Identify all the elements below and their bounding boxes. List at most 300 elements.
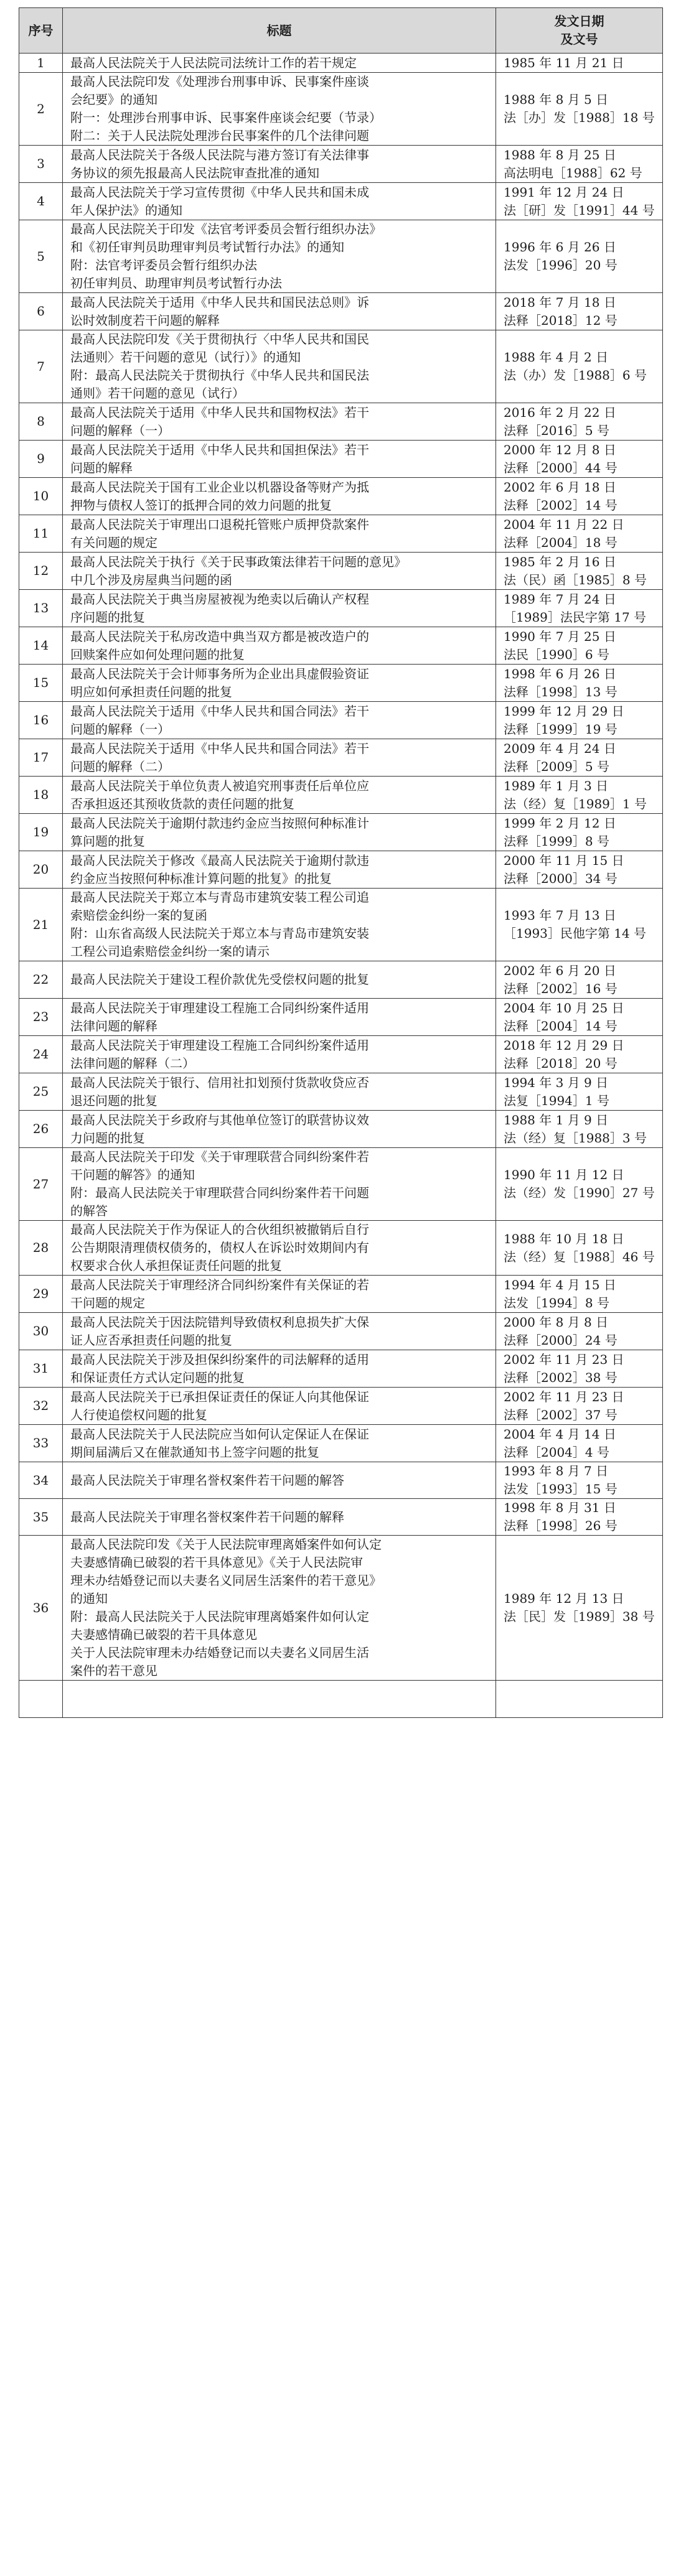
document-number: 高法明电［1988］62 号 [504,165,642,180]
document-number: 法释［2004］4 号 [504,1444,609,1460]
table-row [19,1499,663,1536]
row-title [63,739,496,777]
row-title [63,146,496,183]
title-line: 理未办结婚登记而以夫妻名义同居生活案件的若干意见》 [70,1573,382,1588]
table-row [19,889,663,961]
table-row [19,1036,663,1073]
row-title [63,999,496,1036]
table-row [19,330,663,403]
document-number: 法（民）函［1985］8 号 [504,572,647,587]
row-date-and-number [496,590,663,627]
row-title [63,590,496,627]
row-title [63,702,496,739]
table-row [19,1681,663,1718]
row-title [63,183,496,220]
title-line: 算问题的批复 [70,833,145,849]
table-row [19,1221,663,1276]
document-number: 法释［1998］26 号 [504,1518,618,1533]
issue-date: 2000 年 12 月 8 日 [504,442,616,457]
row-date-and-number [496,293,663,330]
row-number: 23 [19,999,63,1036]
document-number: 法释［1999］8 号 [504,833,609,849]
title-line: 法律问题的解释 [70,1018,157,1034]
row-title [63,851,496,889]
issue-date: 2002 年 11 月 23 日 [504,1351,624,1367]
issue-date: 1985 年 11 月 21 日 [504,55,624,70]
title-line: 最高人民法院关于涉及担保纠纷案件的司法解释的适用 [70,1351,369,1367]
table-row [19,183,663,220]
title-line: 附二：关于人民法院处理涉台民事案件的几个法律问题 [70,128,369,143]
row-date-and-number [496,146,663,183]
title-line: 附：最高人民法院关于贯彻执行《中华人民共和国民法 [70,368,369,383]
table-row [19,961,663,999]
row-title [63,73,496,146]
document-number: 法复［1994］1 号 [504,1093,609,1108]
row-number: 18 [19,777,63,814]
row-number: 6 [19,293,63,330]
document-number: ［1989］法民字第 17 号 [504,609,647,625]
title-line: 退还问题的批复 [70,1093,157,1108]
document-number: 法发［1994］8 号 [504,1295,609,1310]
document-number: 法释［2018］12 号 [504,312,618,328]
title-line: 回赎案件应如何处理问题的批复 [70,646,245,662]
table-row [19,553,663,590]
row-number: 35 [19,1499,63,1536]
title-line: 最高人民法院印发《处理涉台刑事申诉、民事案件座谈 [70,74,369,89]
title-line: 法律问题的解释（二） [70,1055,195,1071]
row-date-and-number [496,814,663,851]
table-row [19,515,663,553]
row-date-and-number [496,1388,663,1425]
row-title [63,478,496,515]
row-number: 12 [19,553,63,590]
table-row [19,146,663,183]
row-number: 22 [19,961,63,999]
title-line: 最高人民法院关于审理经济合同纠纷案件有关保证的若 [70,1277,369,1292]
row-date-and-number [496,1276,663,1313]
document-number: 法释［2000］34 号 [504,870,618,886]
row-date-and-number [496,403,663,441]
table-row [19,590,663,627]
table-row [19,478,663,515]
row-date-and-number [496,1148,663,1221]
title-line: 最高人民法院关于适用《中华人民共和国合同法》若干 [70,703,369,719]
title-line: 最高人民法院关于适用《中华人民共和国物权法》若干 [70,404,369,420]
issue-date: 2004 年 4 月 14 日 [504,1426,616,1442]
document-number: 法释［2002］16 号 [504,981,618,996]
document-number: 法［办］发［1988］18 号 [504,110,655,125]
title-line: 问题的解释（二） [70,758,170,774]
title-line: 否承担返还其预收货款的责任问题的批复 [70,796,294,811]
row-title [63,1276,496,1313]
row-title [63,553,496,590]
document-number: 法释［2000］24 号 [504,1332,618,1348]
document-number: 法释［1998］13 号 [504,684,618,699]
table-row [19,777,663,814]
column-header-date [496,8,663,54]
row-title [63,1388,496,1425]
issue-date: 1994 年 3 月 9 日 [504,1075,609,1090]
row-date-and-number [496,73,663,146]
row-date-and-number [496,851,663,889]
row-date-and-number [496,1313,663,1350]
issue-date: 1991 年 12 月 24 日 [504,184,624,200]
title-line: 最高人民法院关于人民法院应当如何认定保证人在保证 [70,1426,369,1442]
column-header-no: 序号 [19,8,63,54]
title-line: 干问题的解答》的通知 [70,1167,195,1182]
row-date-and-number [496,1221,663,1276]
column-header-title: 标题 [63,8,496,54]
document-number: 法［民］发［1989］38 号 [504,1609,655,1624]
row-date-and-number [496,1036,663,1073]
row-number: 17 [19,739,63,777]
row-date-and-number [496,515,663,553]
issue-date: 1990 年 11 月 12 日 [504,1167,624,1182]
row-date-and-number [496,1350,663,1388]
title-line: 约金应当按照何种标准计算问题的批复》的批复 [70,870,332,886]
title-line: 押物与债权人签订的抵押合同的效力问题的批复 [70,497,332,513]
issue-date: 1990 年 7 月 25 日 [504,628,616,644]
title-line: 的解答 [70,1203,108,1218]
title-line: 力问题的批复 [70,1130,145,1146]
row-title [63,330,496,403]
title-line: 最高人民法院关于会计师事务所为企业出具虚假验资证 [70,666,369,681]
title-line: 案件的若干意见 [70,1663,157,1678]
row-date-and-number [496,441,663,478]
title-line: 附：山东省高级人民法院关于郑立本与青岛市建筑安装 [70,926,369,941]
row-date-and-number [496,1681,663,1718]
document-number: 法发［1993］15 号 [504,1482,618,1496]
row-number: 10 [19,478,63,515]
row-title [63,1425,496,1462]
document-number: 法（经）复［1989］1 号 [504,796,647,811]
issue-date: 2000 年 8 月 8 日 [504,1314,609,1330]
row-title [63,293,496,330]
row-title [63,1313,496,1350]
title-line: 问题的解释 [70,460,133,475]
title-line: 最高人民法院关于适用《中华人民共和国民法总则》诉 [70,294,369,310]
table-row [19,814,663,851]
issue-date: 2004 年 10 月 25 日 [504,1000,624,1015]
title-line: 夫妻感情确已破裂的若干具体意见》《关于人民法院审 [70,1555,363,1570]
document-number: 法［研］发［1991］44 号 [504,202,655,218]
document-number: 法（经）复［1988］3 号 [504,1130,647,1146]
title-line: 初任审判员、助理审判员考试暂行办法 [70,276,282,291]
title-line: 年人保护法》的通知 [70,202,182,218]
row-number: 8 [19,403,63,441]
document-number: 法（经）发［1990］27 号 [504,1185,655,1200]
row-title [63,1148,496,1221]
title-line: 最高人民法院关于逾期付款违约金应当按照何种标准计 [70,815,369,831]
issue-date: 1999 年 2 月 12 日 [504,815,616,831]
row-date-and-number [496,961,663,999]
issue-date: 1988 年 8 月 5 日 [504,92,609,107]
row-title [63,1111,496,1148]
issue-date: 2009 年 4 月 24 日 [504,740,616,756]
issue-date: 2002 年 11 月 23 日 [504,1389,624,1404]
row-number: 27 [19,1148,63,1221]
row-date-and-number [496,627,663,665]
column-header-date-line1: 发文日期 [554,14,604,29]
title-line: 附：法官考评委员会暂行组织办法 [70,258,257,273]
table-row [19,1148,663,1221]
title-line: 最高人民法院关于已承担保证责任的保证人向其他保证 [70,1389,369,1404]
row-date-and-number [496,889,663,961]
title-line: 最高人民法院关于适用《中华人民共和国合同法》若干 [70,740,369,756]
row-number: 15 [19,665,63,702]
row-number: 1 [19,54,63,73]
title-line: 问题的解释（一） [70,721,170,737]
table-row [19,627,663,665]
issue-date: 1989 年 12 月 13 日 [504,1591,624,1606]
row-title [63,1073,496,1111]
row-date-and-number [496,1425,663,1462]
row-number: 36 [19,1536,63,1681]
table-row [19,1388,663,1425]
issue-date: 1989 年 7 月 24 日 [504,591,616,607]
row-date-and-number [496,999,663,1036]
title-line: 最高人民法院关于国有工业企业以机器设备等财产为抵 [70,479,369,495]
table-row [19,403,663,441]
issue-date: 1998 年 6 月 26 日 [504,666,616,681]
row-title [63,777,496,814]
document-number: 法发［1996］20 号 [504,258,618,273]
row-title [63,403,496,441]
issue-date: 1998 年 8 月 31 日 [504,1500,616,1515]
issue-date: 2016 年 2 月 22 日 [504,404,616,420]
table-row [19,220,663,293]
row-date-and-number [496,478,663,515]
title-line: 最高人民法院关于因法院错判导致债权利息损失扩大保 [70,1314,369,1330]
document-number: 法释［2004］14 号 [504,1018,618,1034]
title-line: 最高人民法院关于审理名誉权案件若干问题的解答 [70,1472,344,1488]
row-title [63,814,496,851]
issue-date: 1985 年 2 月 16 日 [504,554,616,569]
row-number: 4 [19,183,63,220]
document-number: 法释［2002］37 号 [504,1407,618,1422]
row-number: 26 [19,1111,63,1148]
title-line: 最高人民法院印发《关于贯彻执行〈中华人民共和国民 [70,332,369,347]
title-line: 最高人民法院关于适用《中华人民共和国担保法》若干 [70,442,369,457]
issue-date: 1988 年 8 月 25 日 [504,147,616,162]
title-line: 法通则〉若干问题的意见（试行）》的通知 [70,350,301,365]
issue-date: 1988 年 10 月 18 日 [504,1231,624,1246]
row-date-and-number [496,1073,663,1111]
title-line: 最高人民法院关于审理建设工程施工合同纠纷案件适用 [70,1037,369,1053]
row-date-and-number [496,739,663,777]
title-line: 的通知 [70,1591,108,1606]
row-date-and-number [496,183,663,220]
row-date-and-number [496,553,663,590]
row-number: 32 [19,1388,63,1425]
issue-date: 2004 年 11 月 22 日 [504,516,624,532]
row-number: 13 [19,590,63,627]
row-title [63,665,496,702]
table-row [19,293,663,330]
table-row [19,1425,663,1462]
row-title [63,961,496,999]
row-number: 21 [19,889,63,961]
document-number: 法释［2009］5 号 [504,758,609,774]
issue-date: 1988 年 4 月 2 日 [504,350,609,365]
title-line: 会纪要》的通知 [70,92,157,107]
issue-date: 1989 年 1 月 3 日 [504,778,609,793]
table-row [19,1276,663,1313]
title-line: 最高人民法院关于郑立本与青岛市建筑安装工程公司追 [70,890,369,905]
document-number: 法释［2000］44 号 [504,460,618,475]
title-line: 最高人民法院关于单位负责人被追究刑事责任后单位应 [70,778,369,793]
title-line: 附一：处理涉台刑事申诉、民事案件座谈会纪要（节录） [70,110,382,125]
row-title [63,1462,496,1499]
title-line: 索赔偿金纠纷一案的复函 [70,908,207,923]
issue-date: 2002 年 6 月 20 日 [504,963,616,978]
title-line: 务协议的须先报最高人民法院审查批准的通知 [70,165,319,180]
issue-date: 1999 年 12 月 29 日 [504,703,624,719]
title-line: 最高人民法院关于学习宣传贯彻《中华人民共和国未成 [70,184,369,200]
title-line: 和保证责任方式认定问题的批复 [70,1370,245,1385]
title-line: 最高人民法院关于建设工程价款优先受偿权问题的批复 [70,972,369,987]
row-number: 28 [19,1221,63,1276]
row-title [63,1681,496,1718]
title-line: 关于人民法院审理未办结婚登记而以夫妻名义同居生活 [70,1645,369,1660]
issue-date: 1996 年 6 月 26 日 [504,240,616,254]
table-row [19,1073,663,1111]
document-table [19,7,663,1718]
row-title [63,1350,496,1388]
row-number: 11 [19,515,63,553]
title-line: 人行使追偿权问题的批复 [70,1407,207,1422]
row-number: 24 [19,1036,63,1073]
table-row [19,665,663,702]
table-row [19,54,663,73]
title-line: 问题的解释（一） [70,422,170,438]
row-number: 25 [19,1073,63,1111]
row-number: 31 [19,1350,63,1388]
row-title [63,1036,496,1073]
table-row [19,1536,663,1681]
title-line: 工程公司追索赔偿金纠纷一案的请示 [70,944,270,959]
title-line: 通则》若干问题的意见（试行） [70,386,245,401]
title-line: 序问题的批复 [70,609,145,625]
row-title [63,1536,496,1681]
issue-date: 2018 年 7 月 18 日 [504,294,616,310]
row-title [63,54,496,73]
issue-date: 1993 年 7 月 13 日 [504,908,616,923]
document-number: 法释［1999］19 号 [504,721,618,737]
issue-date: 1988 年 1 月 9 日 [504,1112,609,1127]
row-date-and-number [496,1462,663,1499]
title-line: 期间届满后又在催款通知书上签字问题的批复 [70,1444,319,1460]
table-header-row [19,8,663,54]
title-line: 最高人民法院关于印发《关于审理联营合同纠纷案件若 [70,1149,369,1164]
title-line: 证人应否承担责任问题的批复 [70,1332,232,1348]
document-number: 法（办）发［1988］6 号 [504,368,647,383]
table-row [19,1350,663,1388]
title-line: 最高人民法院关于乡政府与其他单位签订的联营协议效 [70,1112,369,1127]
table-row [19,851,663,889]
row-date-and-number [496,665,663,702]
title-line: 附：最高人民法院关于审理联营合同纠纷案件若干问题 [70,1185,369,1200]
document-number: 法民［1990］6 号 [504,646,609,662]
table-row [19,999,663,1036]
title-line: 最高人民法院关于执行《关于民事政策法律若干问题的意见》 [70,554,406,569]
row-title [63,515,496,553]
table-row [19,73,663,146]
title-line: 最高人民法院关于修改《最高人民法院关于逾期付款违 [70,852,369,868]
document-number: 法释［2002］14 号 [504,497,618,513]
row-date-and-number [496,54,663,73]
document-number: 法释［2002］38 号 [504,1370,618,1385]
column-header-date-line2: 及文号 [560,32,598,47]
document-number: 法释［2004］18 号 [504,534,618,550]
row-title [63,1221,496,1276]
issue-date: 1994 年 4 月 15 日 [504,1277,616,1292]
table-row [19,441,663,478]
table-body [19,54,663,1718]
title-line: 附：最高人民法院关于人民法院审理离婚案件如何认定 [70,1609,369,1624]
row-number [19,1681,63,1718]
title-line: 最高人民法院关于印发《法官考评委员会暂行组织办法》 [70,222,382,236]
table-row [19,1313,663,1350]
row-date-and-number [496,330,663,403]
title-line: 最高人民法院关于私房改造中典当双方都是被改造户的 [70,628,369,644]
title-line: 最高人民法院关于审理名誉权案件若干问题的解释 [70,1509,344,1524]
row-number: 19 [19,814,63,851]
row-title [63,627,496,665]
issue-date: 2002 年 6 月 18 日 [504,479,616,495]
document-number: 法释［2018］20 号 [504,1055,618,1071]
document-number: ［1993］民他字第 14 号 [504,926,647,941]
row-date-and-number [496,777,663,814]
table-row [19,1462,663,1499]
row-date-and-number [496,1499,663,1536]
row-number: 5 [19,220,63,293]
title-line: 最高人民法院关于审理建设工程施工合同纠纷案件适用 [70,1000,369,1015]
row-title [63,1499,496,1536]
issue-date: 2000 年 11 月 15 日 [504,852,624,868]
row-date-and-number [496,1111,663,1148]
title-line: 讼时效制度若干问题的解释 [70,312,220,328]
row-number: 33 [19,1425,63,1462]
row-number: 16 [19,702,63,739]
title-line: 和《初任审判员助理审判员考试暂行办法》的通知 [70,240,344,254]
table-row [19,702,663,739]
document-number: 法释［2016］5 号 [504,422,609,438]
row-number: 9 [19,441,63,478]
row-number: 30 [19,1313,63,1350]
title-line: 最高人民法院关于作为保证人的合伙组织被撤销后自行 [70,1222,369,1237]
title-line: 最高人民法院印发《关于人民法院审理离婚案件如何认定 [70,1537,382,1552]
title-line: 最高人民法院关于审理出口退税托管账户质押贷款案件 [70,516,369,532]
title-line: 明应如何承担责任问题的批复 [70,684,232,699]
title-line: 最高人民法院关于银行、信用社扣划预付货款收贷应否 [70,1075,369,1090]
issue-date: 2018 年 12 月 29 日 [504,1037,624,1053]
title-line: 权要求合伙人承担保证责任问题的批复 [70,1258,282,1273]
row-number: 14 [19,627,63,665]
issue-date: 1993 年 8 月 7 日 [504,1463,609,1478]
title-line: 最高人民法院关于典当房屋被视为绝卖以后确认产权程 [70,591,369,607]
row-number: 7 [19,330,63,403]
row-number: 2 [19,73,63,146]
title-line: 夫妻感情确已破裂的若干具体意见 [70,1627,257,1642]
row-number: 20 [19,851,63,889]
row-date-and-number [496,1536,663,1681]
table-row [19,739,663,777]
row-title [63,889,496,961]
row-date-and-number [496,702,663,739]
title-line: 公告期限清理债权债务的，债权人在诉讼时效期间内有 [70,1240,369,1255]
title-line: 干问题的规定 [70,1295,145,1310]
